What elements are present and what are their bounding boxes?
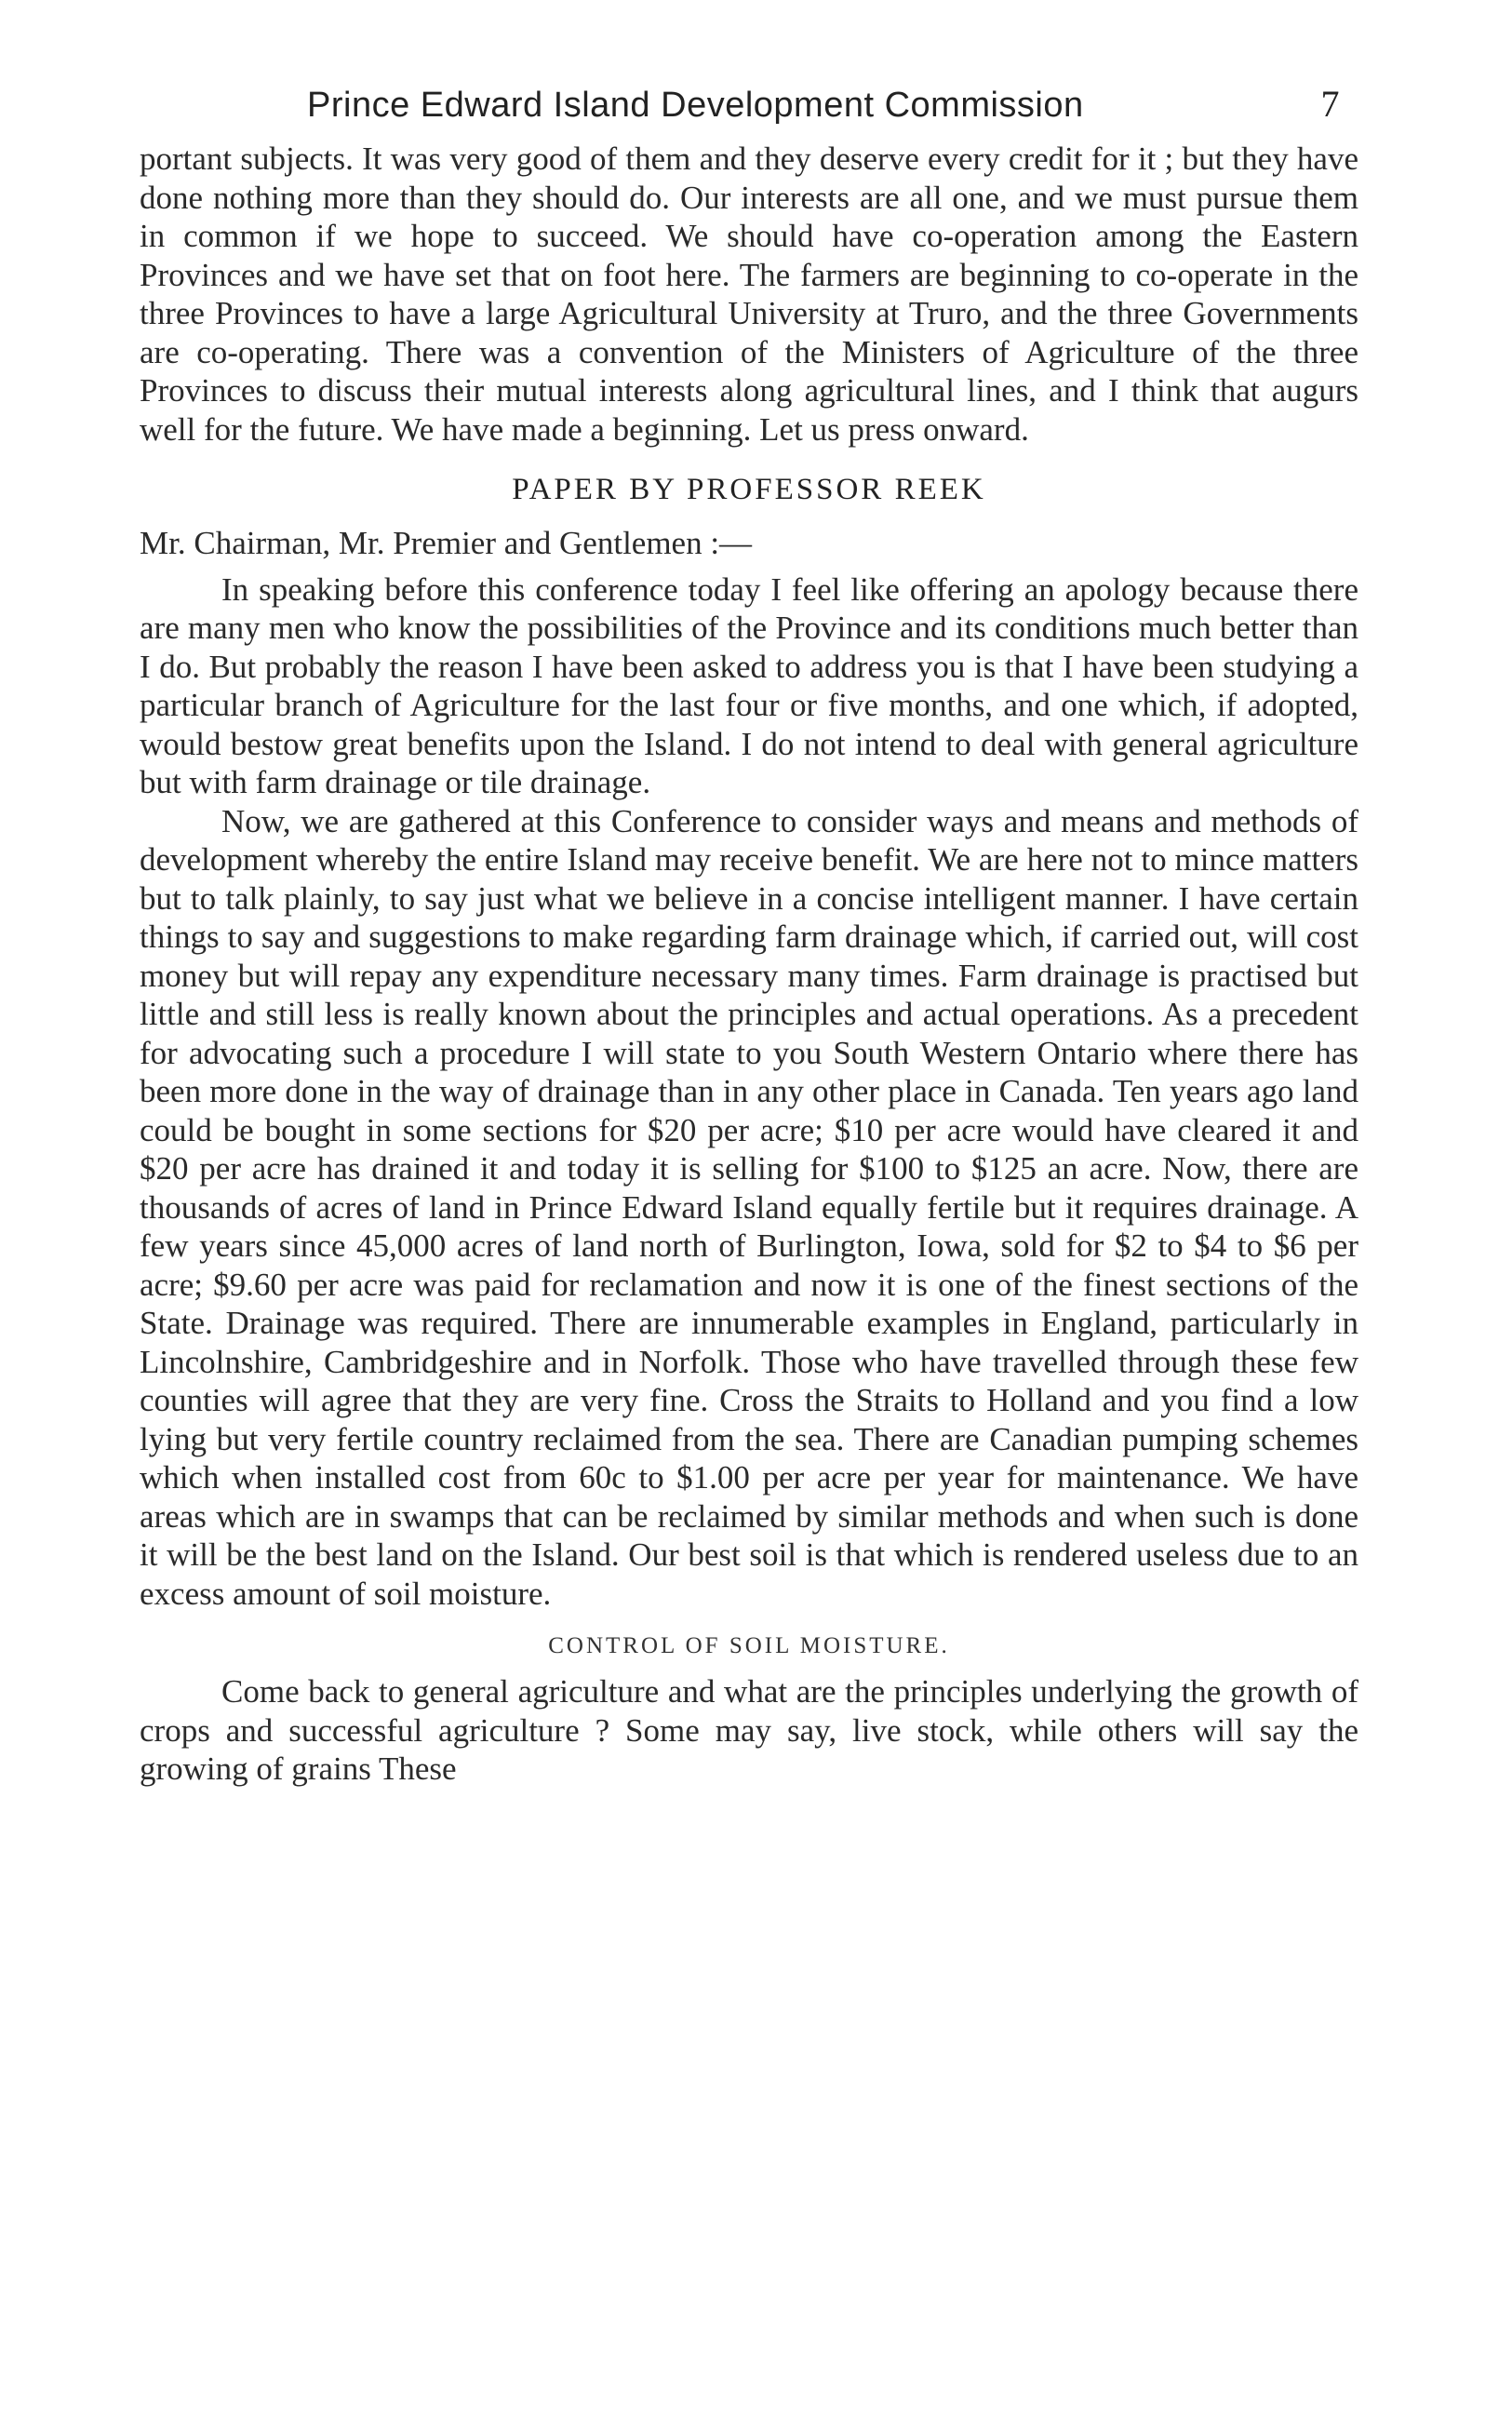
section-heading: PAPER BY PROFESSOR REEK	[512, 473, 986, 506]
document-page	[140, 56, 1358, 1789]
header-title: Prince Edward Island Development Commission	[307, 86, 1084, 125]
body-paragraph-1: In speaking before this conference today I feel like offering an apology because there are many men who know the possibilities of the Province and its conditions much better than I do. But probably the reason I have been asked to address you is that I have been studying a particular branch of Agriculture for the last four or five months, and one which, if adopted, would bestow great benefits upon the Island. I do not intend to deal with general agriculture but with farm drainage or tile drainage.	[140, 570, 1358, 800]
intro-paragraph: portant subjects. It was very good of them and they deserve every credit for it ; but they have done nothing more than they should do. Our interests are all one, and we must pursue them in common if we hope to succeed. We should have co-operation among the Eastern Provinces and we have set that on foot here. The farmers are beginning to co-operate in the three Provinces to have a large Agricultural University at Truro, and the three Governments are co-operating. There was a convention of the Ministers of Agriculture of the three Provinces to discuss their mutual interests along agricultural lines, and I think that augurs well for the future. We have made a beginning. Let us press onward.	[140, 141, 1358, 448]
running-header	[140, 56, 1358, 140]
page-number: 7	[1320, 83, 1340, 125]
salutation: Mr. Chairman, Mr. Premier and Gentlemen :—	[140, 525, 753, 561]
body-paragraph-3: Come back to general agriculture and what are the principles underlying the growth of crops and successful agriculture ? Some may say, live stock, while others will say the growing of grains These	[140, 1673, 1358, 1787]
body-paragraph-2: Now, we are gathered at this Conference to consider ways and means and methods of development whereby the entire Island may receive benefit. We are here not to mince matters but to talk plainly, to say just what we believe in a concise intelligent manner. I have certain things to say and suggestions to make regarding farm drainage which, if carried out, will cost money but will repay any expenditure necessary many times. Farm drainage is practised but little and still less is really known about the principles and actual operations. As a precedent for advocating such a procedure I will state to you South Western Ontario where there has been more done in the way of drainage than in any other place in Canada. Ten years ago land could be bought in some sections for $20 per acre; $10 per acre would have cleared it and $20 per acre has drained it and today it is selling for $100 to $125 an acre. Now, there are thousands of acres of land in Prince Edward Island equally fertile but it requires drainage. A few years since 45,000 acres of land north of Burlington, Iowa, sold for $2 to $4 to $6 per acre; $9.60 per acre was paid for reclamation and now it is one of the finest sections of the State. Drainage was required. There are innumerable examples in England, particularly in Lincolnshire, Cambridgeshire and in Norfolk. Those who have travelled through these few counties will agree that they are very fine. Cross the Straits to Holland and you find a low lying but very fertile country reclaimed from the sea. There are Canadian pumping schemes which when installed cost from 60c to $1.00 per acre per year for maintenance. We have areas which are in swamps that can be reclaimed by similar methods and when such is done it will be the best land on the Island. Our best soil is that which is rendered useless due to an excess amount of soil moisture.	[140, 802, 1358, 1612]
subsection-heading: CONTROL OF SOIL MOISTURE.	[548, 1633, 950, 1658]
